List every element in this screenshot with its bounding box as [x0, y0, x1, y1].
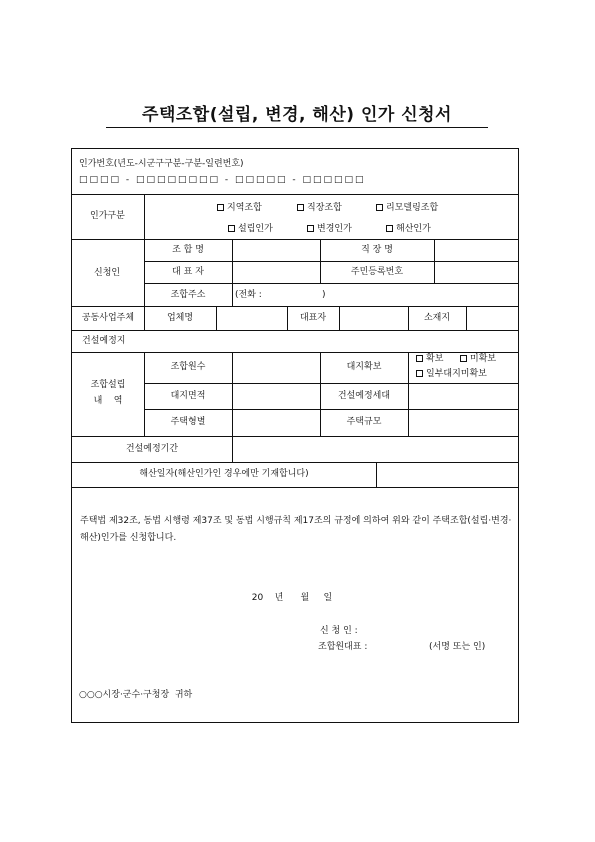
checkbox-dissolution[interactable]: 해산인가: [386, 224, 431, 235]
sign-note: (서명 또는 인): [429, 642, 486, 652]
checkbox-icon: [297, 204, 304, 211]
joint-operator-label: 공동사업주체: [81, 313, 135, 323]
dissolution-date-field[interactable]: [377, 465, 517, 485]
planned-units-label: 건설예정세대: [337, 391, 391, 401]
col-divider: [339, 306, 340, 330]
land-area-label: 대지면적: [170, 391, 206, 401]
checkbox-icon: [416, 370, 423, 377]
member-count-field[interactable]: [233, 355, 319, 381]
company-name-label: 업체명: [166, 313, 194, 323]
checkbox-regional-union[interactable]: 지역조합: [217, 203, 262, 214]
row-divider: [144, 283, 518, 284]
application-form: [71, 148, 519, 723]
construction-site-label: 건설예정지: [82, 336, 126, 346]
checkbox-icon: [386, 225, 393, 232]
construction-period-field[interactable]: [233, 439, 517, 459]
checkbox-workplace-union[interactable]: 직장조합: [297, 203, 342, 214]
union-name-label: 조 합 명: [172, 245, 204, 255]
workplace-name-field[interactable]: [435, 243, 517, 259]
dissolution-date-label: 해산일자(해산인가인 경우에만 기재합니다): [139, 469, 309, 479]
representative-field[interactable]: [233, 264, 319, 280]
col-divider: [216, 306, 217, 330]
resident-number-field[interactable]: [435, 264, 517, 280]
col-divider: [466, 306, 467, 330]
member-count-label: 조합원수: [170, 362, 206, 372]
checkbox-partial-unsecured[interactable]: 일부대지미확보: [416, 369, 487, 380]
establishment-label: 조합설립: [90, 380, 126, 390]
col-divider: [408, 352, 409, 436]
checkbox-icon: [307, 225, 314, 232]
union-address-label: 조합주소: [170, 290, 206, 300]
row-divider: [72, 239, 518, 240]
title-underline: [106, 127, 488, 128]
joint-representative-label: 대표자: [299, 313, 327, 323]
row-divider: [72, 306, 518, 307]
establishment-label-2: 내 역: [93, 396, 123, 406]
row-divider: [72, 352, 518, 353]
row-divider: [72, 487, 518, 488]
housing-type-label: 주택형별: [170, 417, 206, 427]
land-secured-label: 대지확보: [346, 362, 382, 372]
row-divider: [72, 194, 518, 195]
construction-period-label: 건설예정기간: [125, 444, 179, 454]
rep-signature-label: 조합원대표 :: [318, 642, 368, 652]
checkbox-icon: [416, 355, 423, 362]
checkbox-remodeling-union[interactable]: 리모델링조합: [376, 203, 438, 214]
phone-label: (전화 :: [235, 290, 262, 300]
checkbox-icon: [228, 225, 235, 232]
checkbox-icon: [460, 355, 467, 362]
addressee: ○○○시장·군수·구청장 귀하: [79, 690, 193, 700]
resident-number-label: 주민등록번호: [350, 267, 404, 277]
row-divider: [72, 330, 518, 331]
row-divider: [72, 436, 518, 437]
application-statement: 주택법 제32조, 동법 시행령 제37조 및 동법 시행규칙 제17조의 규정에 의하여 위와 같이 주택조합(설립·변경·해산)인가를 신청합니다.: [80, 516, 512, 543]
row-divider: [144, 409, 518, 410]
date-line: 20 년 월 일: [251, 593, 333, 603]
permit-type-label: 인가구분: [90, 211, 125, 221]
checkbox-change[interactable]: 변경인가: [307, 224, 352, 235]
row-divider: [72, 462, 518, 463]
checkbox-icon: [376, 204, 383, 211]
col-divider: [144, 194, 145, 330]
form-title: 주택조합(설립, 변경, 해산) 인가 신청서: [142, 105, 452, 125]
row-divider: [144, 261, 518, 262]
applicant-label: 신청인: [94, 268, 121, 278]
representative-label: 대 표 자: [172, 267, 204, 277]
workplace-name-label: 직 장 명: [361, 245, 393, 255]
checkbox-establishment[interactable]: 설립인가: [228, 224, 273, 235]
applicant-signature-label: 신 청 인 :: [320, 626, 358, 636]
housing-scale-label: 주택규모: [346, 417, 382, 427]
union-name-field[interactable]: [233, 243, 319, 259]
phone-close: ): [322, 290, 326, 300]
checkbox-icon: [217, 204, 224, 211]
row-divider: [144, 383, 518, 384]
location-label: 소재지: [423, 313, 451, 323]
permit-number-label: 인가번호(년도-시군구구분-구분-일련번호): [79, 159, 244, 169]
permit-number-field[interactable]: □□□□ - □□□□□□□□ - □□□□□ - □□□□□□: [79, 175, 366, 185]
checkbox-unsecured[interactable]: 미확보: [460, 354, 496, 365]
checkbox-secured[interactable]: 확보: [416, 354, 443, 365]
